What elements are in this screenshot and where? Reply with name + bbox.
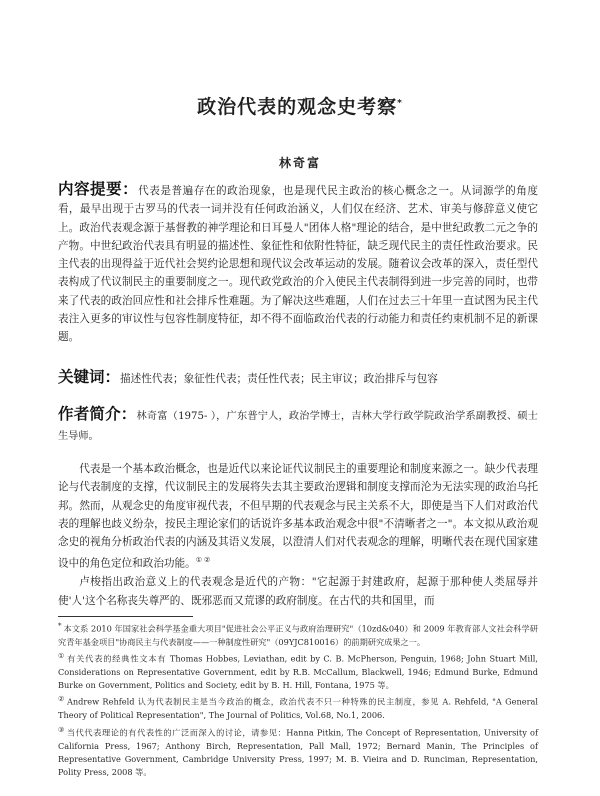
footnote xyxy=(58,650,538,692)
footnote xyxy=(58,724,538,780)
body-note-ref-2: ② xyxy=(204,556,211,565)
abstract xyxy=(58,180,538,347)
body-paragraph-1 xyxy=(58,460,538,573)
author-intro-label: 作者简介： xyxy=(58,405,137,423)
keywords-label: 关键词： xyxy=(58,368,121,386)
footnote-divider xyxy=(58,616,193,617)
footnote-text: 当代代表理论的有代表性的广泛而深入的讨论，请参见：Hanna Pitkin, The Concept of Representation, University of California Press, 1967; Anthony Birch, Representation, Pall Mall, 1972; Bernard Manin, The Principles of Representative Government, Cambridge University Press, 1997; M. B. Vieira and D. Runciman, Representation, Polity Press, 2008 等。 xyxy=(58,727,538,777)
keywords xyxy=(58,368,538,388)
author-name: 林奇富 xyxy=(278,156,321,170)
footnotes xyxy=(58,620,538,780)
body-note-ref-1: ① xyxy=(195,556,202,565)
body-paragraph-1-text: 代表是一个基本政治概念，也是近代以来论证代议制民主的重要理论和制度来源之一。缺少代表理论与代表制度的支撑，代议制民主的发展将失去其主要政治逻辑和制度支撑而沦为无法实现的政治乌托邦。然而，从观念史的角度审视代表，不但早期的代表观念与民主关系不大，即使是当下人们对政治代表的理解也歧义纷杂，按民主理论家们的话说许多基本政治观念中很"不清晰者之一"。本文拟从政治观念史的视角分析政治代表的内涵及其语义发展，以澄清人们对代表观念的理解，明晰代表在现代国家建设中的角色定位和政治功能。 xyxy=(58,463,538,571)
footnote-mark: * xyxy=(58,622,62,630)
footnote xyxy=(58,620,538,649)
author-intro xyxy=(58,404,538,447)
footnote-text: 本文系 2010 年国家社会科学基金重大项目"促进社会公平正义与政府治理研究"（10zd&040）和 2009 年教育部人文社会科学研究青年基金项目"协商民主与代表制度——一种制度性研究"（09YJC810016）的前期研究成果之一。 xyxy=(58,623,538,647)
abstract-text: 代表是普遍存在的政治现象，也是现代民主政治的核心概念之一。从词源学的角度看，最早出现于古罗马的代表一词并没有任何政治涵义，人们仅在经济、艺术、审美与修辞意义使它上。政治代表观念源于基督教的神学理论和日耳曼人"团体人格"理论的结合，是中世纪政教二元之争的产物。中世纪政治代表具有明显的描述性、象征性和依附性特征，缺乏现代民主的责任性政治要求。民主代表的出现得益于近代社会契约论思想和现代议会改革运动的发展。随着议会改革的深入，责任型代表构成了代议制民主的重要制度之一。现代政党政治的介入使民主代表制得到进一步完善的同时，也带来了代表的政治回应性和社会排斥性难题。为了解决这些难题，人们在过去三十年里一直试图为民主代表注入更多的审议性与包容性制度特征，却不得不面临政治代表的行动能力和责任约束机制不足的新课题。 xyxy=(58,185,538,344)
keywords-text: 描述性代表；象征性代表；责任性代表；民主审议；政治排斥与包容 xyxy=(120,373,438,385)
footnote-text: 有关代表的经典性文本有 Thomas Hobbes, Leviathan, edit by C. B. McPherson, Penguin, 1968; John Stuart Mill, Considerations on Representative Government, edit by R.B. McCallum, Blackwell, 1946; Edmund Burke, Edmund Burke on Government, Politics and Society, edit by B. H. Hill, Fontana, 1975 等。 xyxy=(58,653,538,691)
abstract-label: 内容提要： xyxy=(58,180,139,198)
title-note-mark: * xyxy=(397,98,403,109)
title-text: 政治代表的观念史考察 xyxy=(197,96,398,118)
footnote-mark: ① xyxy=(58,652,66,661)
footnote-mark: ② xyxy=(58,695,65,704)
body-text xyxy=(58,460,538,610)
author-intro-text: 林奇富（1975- ），广东普宁人，政治学博士，吉林大学行政学院政治学系副教授、硕士生导师。 xyxy=(58,411,538,442)
footnote-mark: ③ xyxy=(58,725,65,734)
article-title xyxy=(0,92,600,119)
footnote xyxy=(58,693,538,722)
body-paragraph-2: 卢梭指出政治意义上的代表观念是近代的产物："它起源于封建政府，起源于那种使人类屈辱并使'人'这个名称丧失尊严的、既邪恶而又荒谬的政府制度。在古代的共和国里，而 xyxy=(58,576,538,607)
footnote-text: Andrew Rehfeld 认为代表制民主是当今政治的概念，政治代表不只一种特殊的民主制度，参见 A. Rehfeld, "A General Theory of Political Representation", The Journal of Politics, Vol.68, No.1, 2006. xyxy=(58,697,538,721)
